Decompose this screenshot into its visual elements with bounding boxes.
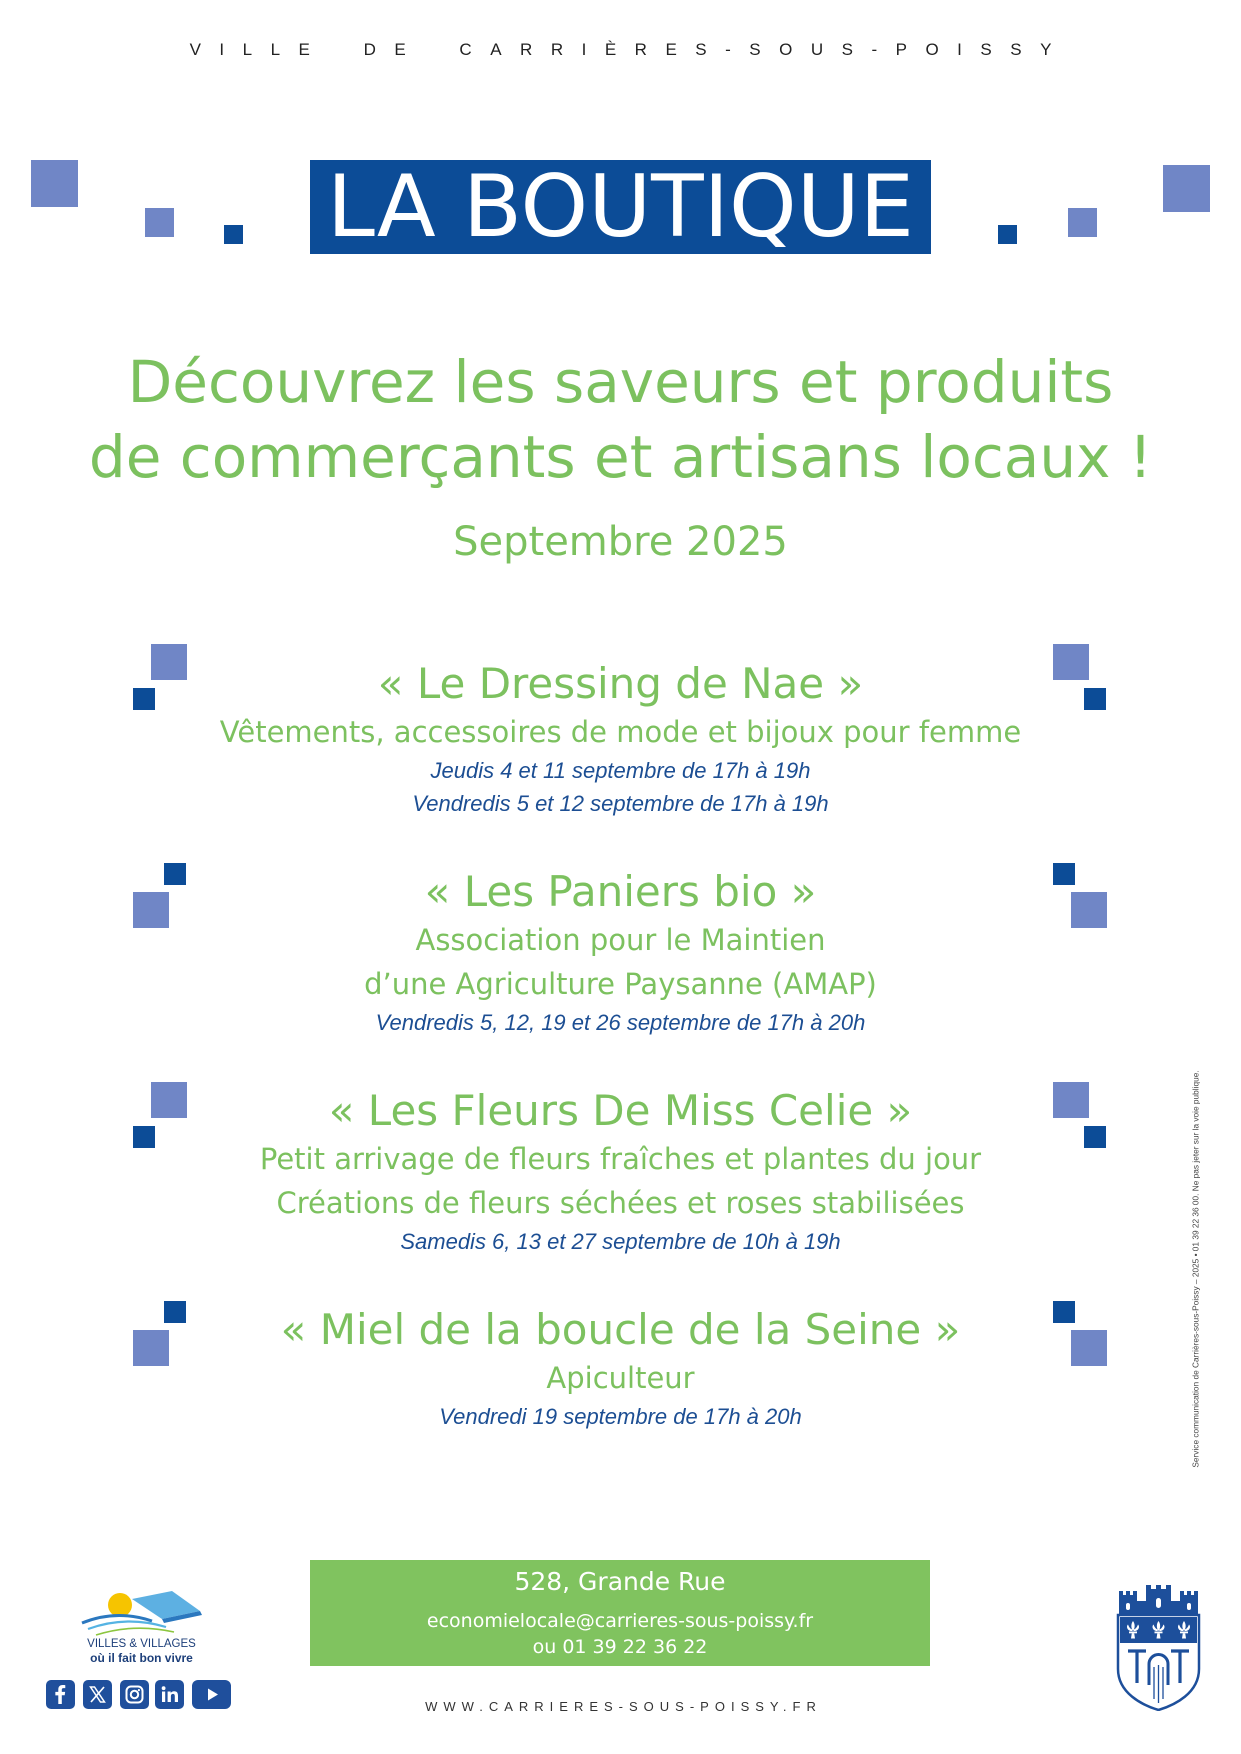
intro-headline	[0, 345, 1241, 495]
facebook-icon	[46, 1680, 75, 1709]
villes-villages-logo	[76, 1585, 207, 1666]
intro-line-1: Découvrez les saveurs et produits	[127, 348, 1114, 416]
youtube-icon	[192, 1680, 231, 1709]
legal-notice: Service communication de Carrières-sous-Poissy – 2025 • 01 39 22 36 00. Ne pas jeter sur la voie publique.	[1190, 1070, 1201, 1468]
vendor-schedule: Vendredi 19 septembre de 17h à 20h	[439, 1404, 802, 1429]
vendor-schedule: Samedis 6, 13 et 27 septembre de 10h à 19h	[400, 1229, 841, 1254]
decor-square	[998, 225, 1017, 244]
vendor-name: « Les Fleurs De Miss Celie »	[328, 1086, 913, 1135]
vendor-fleurs-miss-celie	[0, 1085, 1241, 1258]
website-link[interactable]: WWW.CARRIERES-SOUS-POISSY.FR	[425, 1699, 822, 1714]
vendor-description: Créations de fleurs séchées et roses stabilisées	[276, 1186, 965, 1220]
vendor-dressing-de-nae	[0, 658, 1241, 820]
vendor-description: Apiculteur	[546, 1361, 695, 1395]
vendor-name: « Miel de la boucle de la Seine »	[280, 1305, 961, 1354]
instagram-icon	[120, 1680, 149, 1709]
x-icon	[83, 1680, 112, 1709]
vendor-name: « Le Dressing de Nae »	[377, 659, 864, 708]
vendor-schedule: Jeudis 4 et 11 septembre de 17h à 19h	[430, 758, 811, 783]
vendor-description: Petit arrivage de fleurs fraîches et plantes du jour	[259, 1142, 982, 1176]
vendor-description: Association pour le Maintien	[415, 923, 826, 957]
contact-phone: ou 01 39 22 36 22	[532, 1636, 708, 1658]
contact-address: 528, Grande Rue	[514, 1567, 726, 1596]
intro-line-2: de commerçants et artisans locaux !	[88, 423, 1153, 491]
vendor-miel-boucle-seine	[0, 1304, 1241, 1433]
vendor-schedule: Vendredis 5 et 12 septembre de 17h à 19h	[412, 791, 829, 816]
vendor-name: « Les Paniers bio »	[424, 867, 817, 916]
vendor-description: Vêtements, accessoires de mode et bijoux pour femme	[219, 715, 1022, 749]
decor-square	[1163, 165, 1210, 212]
decor-square	[31, 160, 78, 207]
city-header: VILLE DE CARRIÈRES-SOUS-POISSY	[189, 40, 1070, 59]
vendor-description: d’une Agriculture Paysanne (AMAP)	[364, 967, 877, 1001]
label-logo-tagline: où il fait bon vivre	[90, 1651, 193, 1665]
contact-email[interactable]: economielocale@carrieres-sous-poissy.fr	[426, 1610, 814, 1632]
decor-square	[1068, 208, 1097, 237]
decor-square	[224, 225, 243, 244]
page-title: LA BOUTIQUE	[310, 160, 931, 254]
month-label: Septembre 2025	[453, 519, 788, 565]
vendor-paniers-bio	[0, 866, 1241, 1039]
decor-square	[145, 208, 174, 237]
vendor-schedule: Vendredis 5, 12, 19 et 26 septembre de 17h à 20h	[375, 1010, 866, 1035]
contact-box	[310, 1560, 930, 1666]
linkedin-icon	[155, 1680, 184, 1709]
city-crest-icon	[1115, 1585, 1202, 1711]
villes-villages-emblem-icon	[76, 1585, 207, 1637]
social-links	[46, 1680, 231, 1709]
label-logo-title: VILLES & VILLAGES	[87, 1638, 196, 1650]
